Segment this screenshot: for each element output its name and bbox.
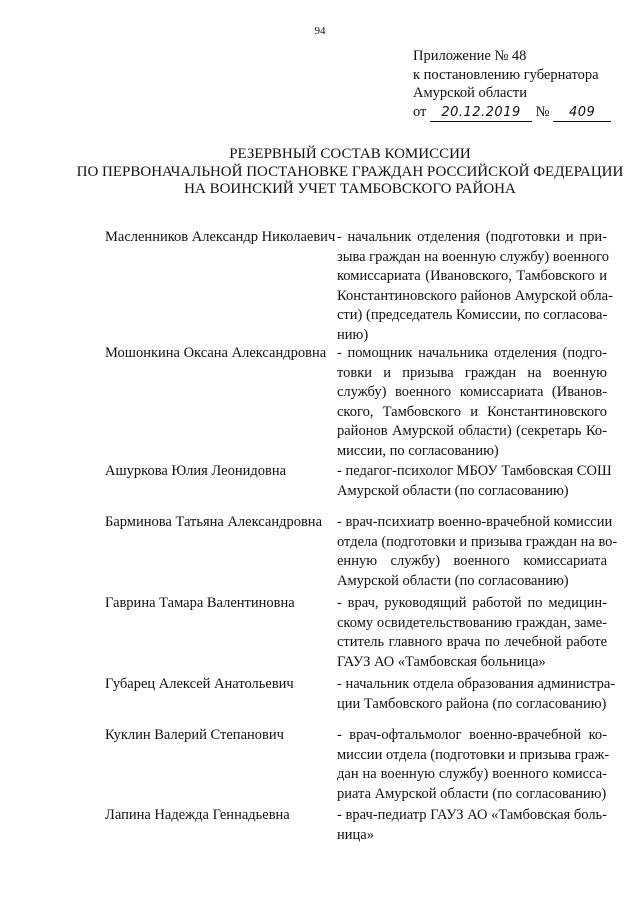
member-name: Барминова Татьяна Александровна [105,514,323,530]
member-role-line: - врач-педиатр ГАУЗ АО «Тамбовская боль- [337,807,607,823]
member-name: Лапина Надежда Геннадьевна [105,807,290,823]
member-role-line: Константиновского районов Амурской обла- [337,287,613,304]
member-role-line: - помощник начальника отделения (подго- [337,345,607,361]
annex-date-line [413,103,611,122]
member-role-line: Амурской области (по согласованию) [337,482,569,499]
annex-decree-line: к постановлению губернатора [413,66,599,83]
member-role-line: - начальник отдела образования администра- [337,676,616,692]
member-role-line: риата Амурской области (по согласованию) [337,785,607,802]
member-role-line: - врач-офтальмолог военно-врачебной ко- [337,727,607,743]
member-role-line: зыва граждан на военную службу) военного [337,248,609,265]
member-name: Масленников Александр Николаевич [105,229,336,245]
annex-number-line: Приложение № 48 [413,48,527,64]
member-role [337,344,607,461]
handwritten-number: 409 [553,105,611,122]
from-label: от [413,103,427,120]
title-line-3: НА ВОИНСКИЙ УЧЕТ ТАМБОВСКОГО РАЙОНА [184,181,516,197]
member-role-line: Амурской области (по согласованию) [337,572,569,589]
member-name: Ашуркова Юлия Леонидовна [105,463,287,479]
member-role-line: ции Тамбовского района (по согласованию) [337,695,607,712]
member-name: Куклин Валерий Степанович [105,727,284,743]
member-role-line: сти) (председатель Комиссии, по согласова- [337,307,608,323]
member-role [337,462,612,501]
member-role-line: службу) военного комиссариата (Иванов- [337,384,607,400]
annex-region-line: Амурской области [413,85,527,101]
member-role [337,806,607,845]
document-title [60,146,640,199]
member-role-line: миссии, по согласованию) [337,442,499,459]
member-role-line: миссии отдела (подготовки и призыва граж- [337,746,610,763]
member-role [337,675,616,714]
member-role-line: нию) [337,326,369,343]
member-role-line: ститель главного врача по лечебной работе [337,634,607,650]
member-role [337,228,613,345]
member-role-line: енную службу) военного комиссариата [337,553,607,569]
member-role-line: - врач, руководящий работой по медицин- [337,595,607,611]
member-name: Губарец Алексей Анатольевич [105,676,294,692]
member-role-line: дан на военную службу) военного комисса- [337,766,607,782]
member-role-line: ница» [337,826,374,843]
title-line-1: РЕЗЕРВНЫЙ СОСТАВ КОМИССИИ [229,146,471,162]
member-role-line: комиссариата (Ивановского, Тамбовского и [337,268,607,284]
member-name: Мошонкина Оксана Александровна [105,345,327,361]
member-role [337,513,618,591]
member-role-line: ского, Тамбовского и Константиновского [337,403,607,420]
member-role [337,594,607,672]
member-role-line: скому освидетельствованию граждан, заме- [337,614,607,631]
member-role-line: товки и призыва граждан на военную [337,364,607,381]
title-line-2: ПО ПЕРВОНАЧАЛЬНОЙ ПОСТАНОВКЕ ГРАЖДАН РОССИЙСКОЙ ФЕДЕРАЦИИ [76,163,624,180]
member-role-line: - педагог-психолог МБОУ Тамбовская СОШ [337,463,612,479]
handwritten-date: 20.12.2019 [430,105,532,122]
member-role [337,726,610,804]
member-role-line: - начальник отделения (подготовки и при- [337,229,607,245]
member-name: Гаврина Тамара Валентиновна [105,595,295,611]
page-number: 94 [314,25,326,37]
annex-block [413,47,611,122]
member-role-line: ГАУЗ АО «Тамбовская больница» [337,653,546,670]
member-role-line: отдела (подготовки и призыва граждан на во- [337,533,618,550]
number-label: № [535,103,550,120]
member-role-line: районов Амурской области) (секретарь Ко- [337,423,607,439]
member-role-line: - врач-психиатр военно-врачебной комиссии [337,514,613,530]
